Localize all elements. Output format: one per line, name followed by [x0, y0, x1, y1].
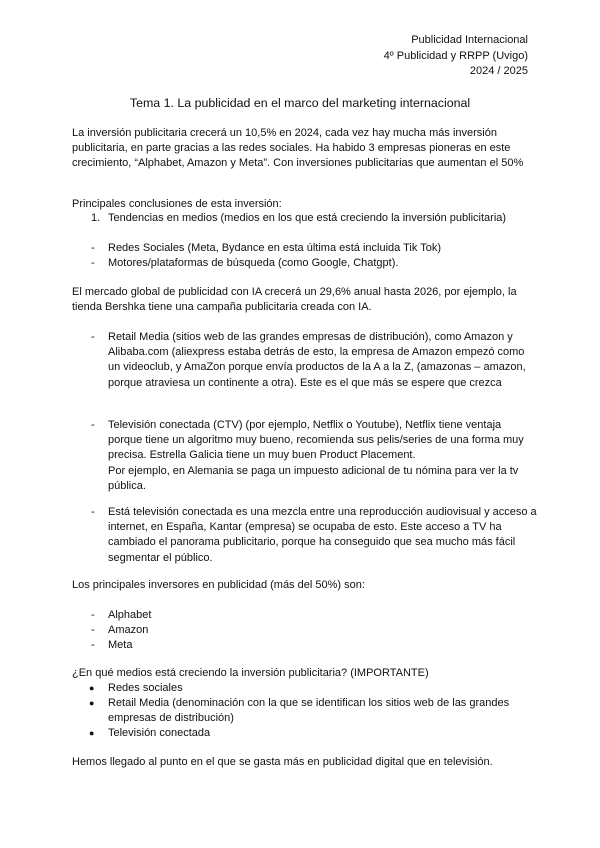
- connected-tv-text: Televisión conectada (CTV) (por ejemplo, Netflix o Youtube), Netflix tiene ventaja porque tiene un algoritmo muy bueno, recomienda sus pelis/series de una forma muy precisa. Estrella Galicia tiene un muy buen Product Placement.: [108, 419, 524, 462]
- growth-media-item: Retail Media (denominación con la que se identifican los sitios web de las grandes empresas de distribución): [108, 697, 510, 725]
- course-name: Publicidad Internacional: [411, 34, 528, 46]
- market-paragraph: El mercado global de publicidad con IA crecerá un 29,6% anual hasta 2026, por ejemplo, la tienda Bershka tiene una campaña publicitaria creada con IA.: [72, 286, 517, 314]
- investor-item: Meta: [108, 639, 133, 651]
- growth-media-item: Televisión conectada: [108, 727, 211, 739]
- dash-marker: -: [91, 609, 95, 621]
- investors-heading: Los principales inversores en publicidad (más del 50%) son:: [72, 579, 365, 591]
- dash-marker: -: [91, 242, 95, 254]
- conclusions-heading: Principales conclusiones de esta inversión:: [72, 198, 282, 210]
- dash-marker: -: [91, 257, 95, 269]
- connected-tv-example: Por ejemplo, en Alemania se paga un impuesto adicional de tu nómina para ver la tv pública.: [108, 464, 519, 492]
- connected-tv-item: [108, 418, 533, 494]
- retail-media-item: Retail Media (sitios web de las grandes empresas de distribución), como Amazon y Alibaba.com (aliexpress estaba detrás de esto, la empresa de Amazon empezó como un videoclub, y AmaZon porque envía productos de la A a la Z, (amazonas – amazon, porque atraviesa un continente a otra). Este es el que más se espere que crezca: [108, 331, 526, 389]
- academic-year: 2024 / 2025: [469, 65, 528, 77]
- dash-marker: -: [91, 639, 95, 651]
- document-title: Tema 1. La publicidad en el marco del marketing internacional: [129, 96, 471, 110]
- list-item: Tendencias en medios (medios en los que está creciendo la inversión publicitaria): [108, 212, 507, 224]
- connected-tv-mix-item: Está televisión conectada es una mezcla entre una reproducción audiovisual y acceso a internet, en España, Kantar (empresa) se ocupaba de esto. Este acceso a TV ha cambiado el panorama publicitario, porque ha conseguido que sea mucho más fácil segmentar el público.: [108, 506, 537, 564]
- intro-paragraph: La inversión publicitaria crecerá un 10,5% en 2024, cada vez hay mucha más inversión publicitaria, en parte gracias a las redes sociales. Ha habido 3 empresas pioneras en este crecimiento, “Alphabet, Amazon y Meta”. Con inversiones publicitarias que aumentan el 50%: [72, 127, 524, 170]
- list-item: Redes Sociales (Meta, Bydance en esta última está incluida Tik Tok): [108, 242, 442, 254]
- bullet-marker: ●: [89, 683, 95, 693]
- dash-marker: -: [91, 506, 95, 518]
- degree-info: 4º Publicidad y RRPP (Uvigo): [383, 49, 528, 62]
- growth-media-item: Redes sociales: [108, 682, 183, 694]
- investor-item: Amazon: [108, 624, 149, 636]
- dash-marker: -: [91, 419, 95, 431]
- bullet-marker: ●: [89, 728, 95, 738]
- page-header: [384, 33, 528, 80]
- investor-item: Alphabet: [108, 609, 152, 621]
- question-heading: ¿En qué medios está creciendo la inversión publicitaria? (IMPORTANTE): [72, 667, 429, 679]
- dash-marker: -: [91, 624, 95, 636]
- dash-marker: -: [91, 331, 95, 343]
- bullet-marker: ●: [89, 698, 95, 708]
- closing-paragraph: Hemos llegado al punto en el que se gasta más en publicidad digital que en televisión.: [72, 756, 493, 768]
- numbered-marker: 1.: [91, 212, 101, 224]
- list-item: Motores/plataformas de búsqueda (como Google, Chatgpt).: [108, 257, 399, 269]
